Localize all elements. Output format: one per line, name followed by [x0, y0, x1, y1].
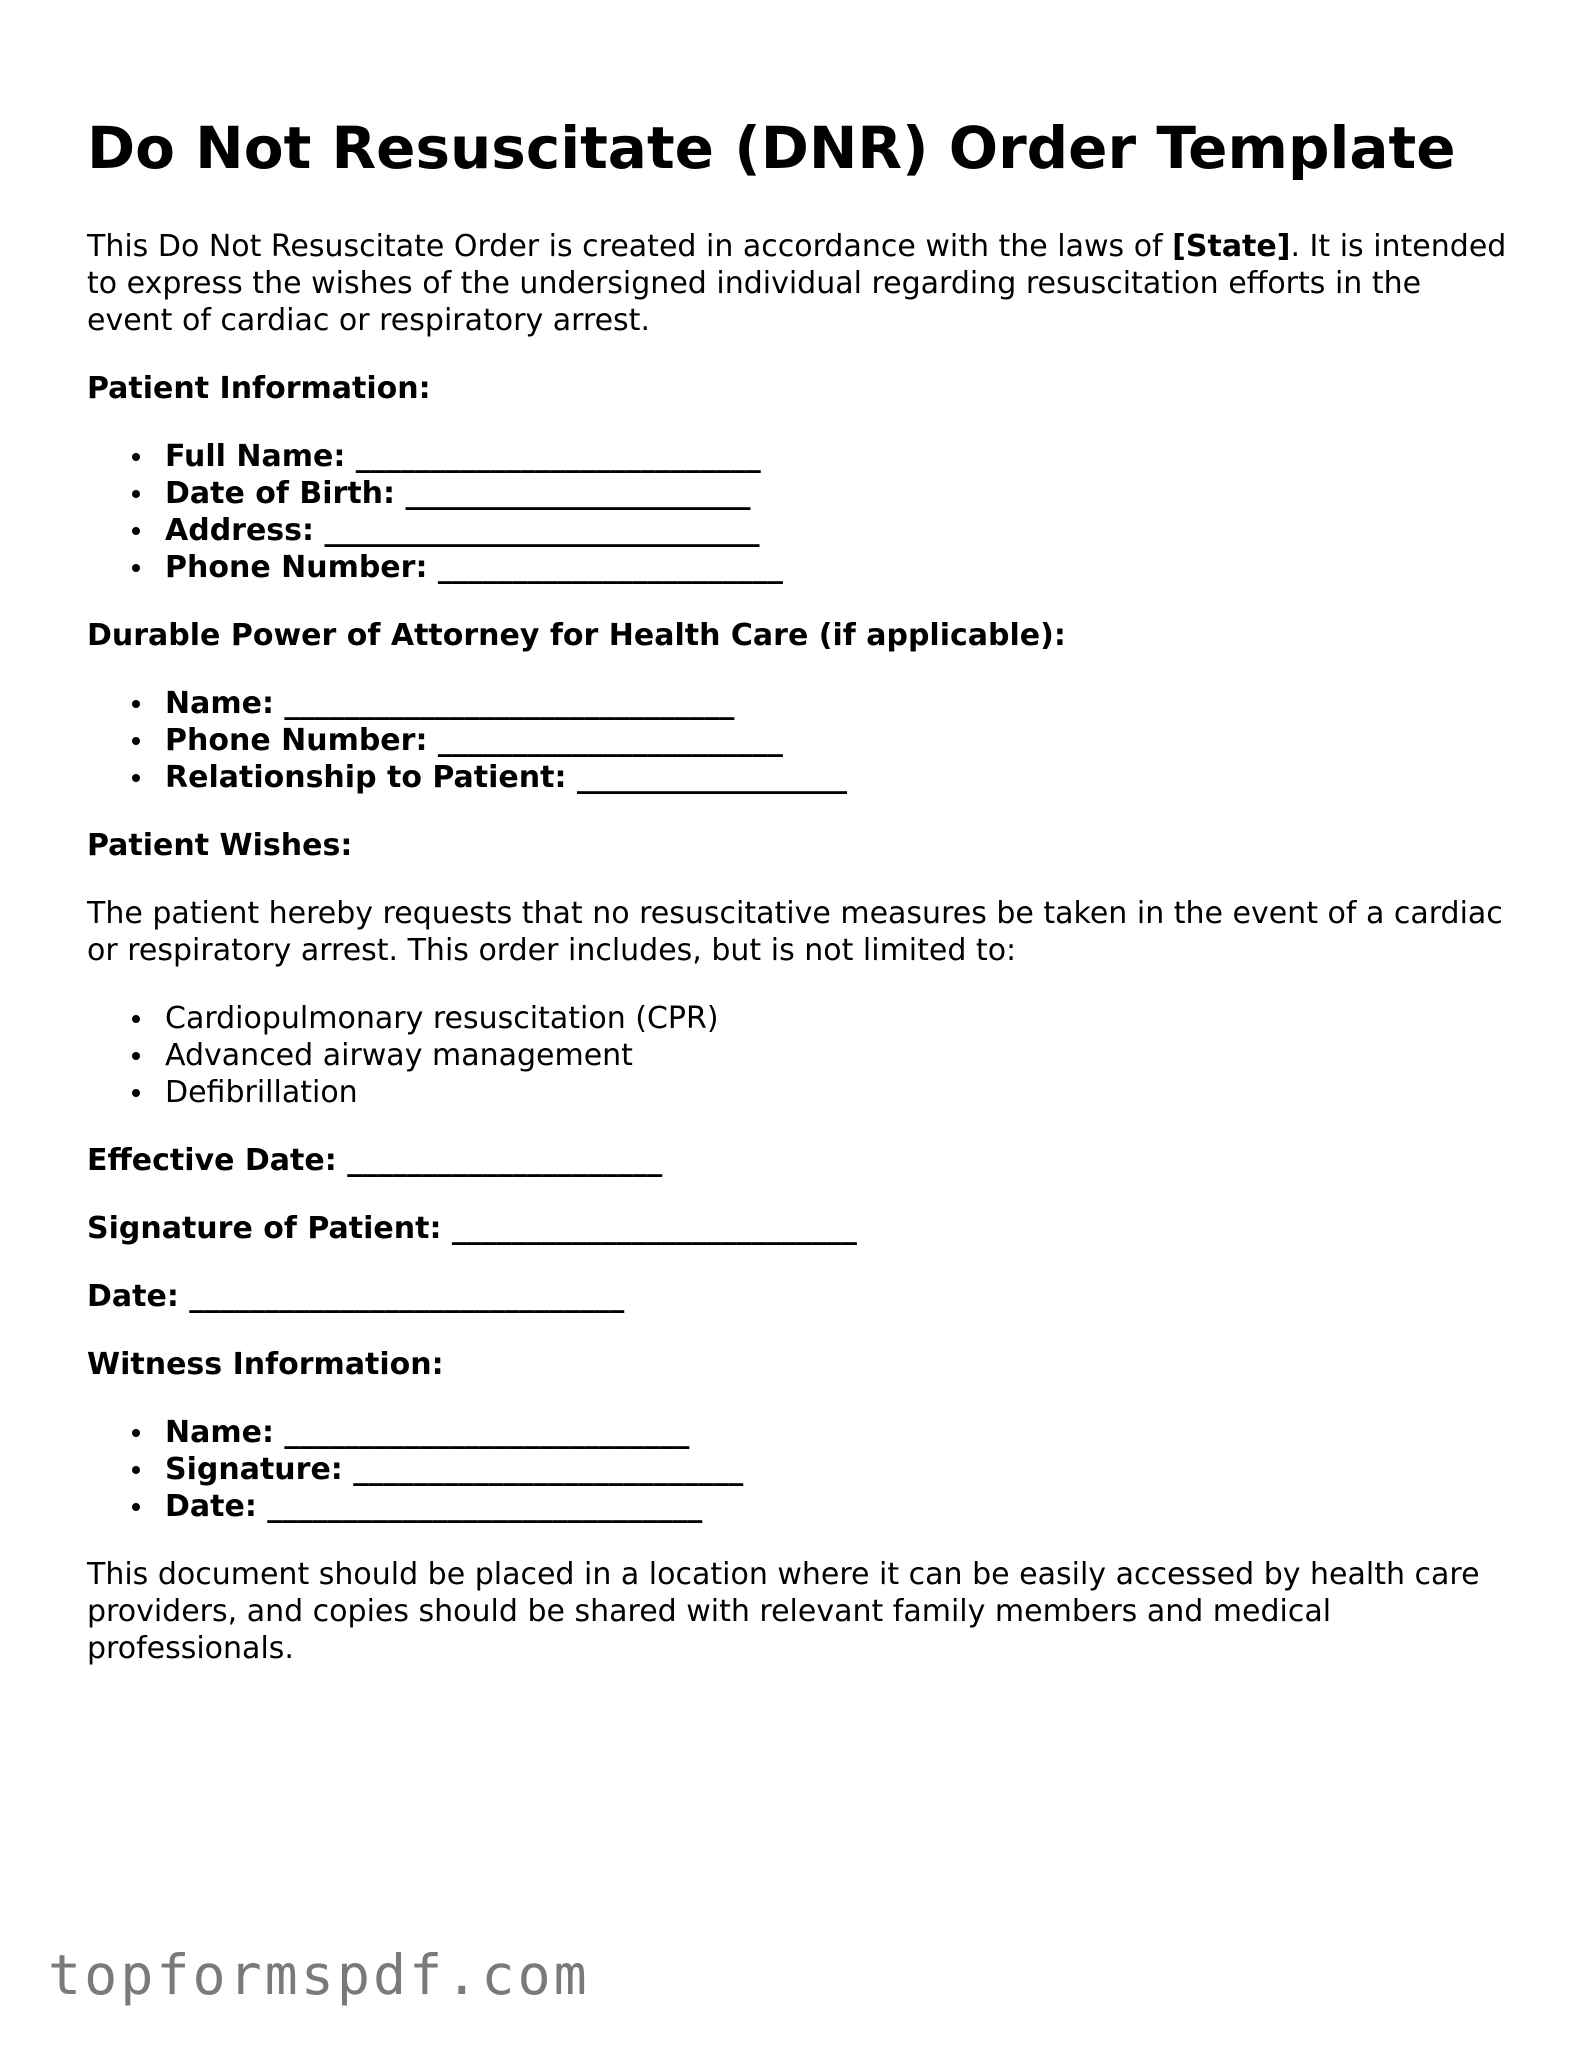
date-line [87, 1278, 1507, 1315]
field-label: Date of Birth: [165, 476, 396, 511]
field-label: Full Name: [165, 439, 346, 474]
field-label: Signature of Patient: [87, 1211, 442, 1246]
witness-signature-blank[interactable]: __________________________ [353, 1452, 744, 1487]
field-label: Signature: [165, 1452, 343, 1487]
field-label: Name: [165, 686, 274, 721]
patient-info-heading: Patient Information: [87, 371, 431, 406]
intro-text-after: . It is intended to express the wishes of the undersigned individual regarding resuscitation efforts in the event of cardiac or respiratory arrest. [87, 229, 1507, 338]
wishes-paragraph: The patient hereby requests that no resuscitative measures be taken in the event of a cardiac or respiratory arrest. This order includes, but is not limited to: [87, 896, 1503, 968]
full-name-blank[interactable]: ___________________________ [355, 439, 761, 474]
phone-number-blank[interactable]: _______________________ [437, 550, 783, 585]
poa-name-blank[interactable]: ______________________________ [284, 686, 735, 721]
list-item [87, 1488, 1507, 1525]
poa-phone-blank[interactable]: _______________________ [437, 723, 783, 758]
date-blank[interactable]: _____________________________ [189, 1279, 625, 1314]
witness-name-blank[interactable]: ___________________________ [284, 1415, 690, 1450]
signature-line [87, 1210, 1507, 1247]
poa-heading: Durable Power of Attorney for Health Care (if applicable): [87, 618, 1066, 653]
list-item [87, 759, 1507, 796]
document-title: Do Not Resuscitate (DNR) Order Template [87, 114, 1456, 182]
list-item [87, 1414, 1507, 1451]
list-item [87, 512, 1507, 549]
list-item: Advanced airway management [87, 1037, 1507, 1074]
effective-date-blank[interactable]: _____________________ [347, 1143, 663, 1178]
witness-date-blank[interactable]: _____________________________ [267, 1489, 703, 1524]
field-label: Address: [165, 513, 315, 548]
patient-info-list [87, 438, 1507, 586]
field-label: Relationship to Patient: [165, 760, 567, 795]
list-item [87, 685, 1507, 722]
state-placeholder: [State] [1172, 229, 1291, 264]
address-blank[interactable]: _____________________________ [324, 513, 760, 548]
list-item [87, 722, 1507, 759]
signature-blank[interactable]: ___________________________ [451, 1211, 857, 1246]
list-item [87, 475, 1507, 512]
date-of-birth-blank[interactable]: _______________________ [405, 476, 751, 511]
closing-paragraph: This document should be placed in a location where it can be easily accessed by health care providers, and copies should be shared with relevant family members and medical professionals. [87, 1557, 1480, 1666]
list-item [87, 1451, 1507, 1488]
witness-heading: Witness Information: [87, 1347, 444, 1382]
poa-list [87, 685, 1507, 796]
intro-text-before: This Do Not Resuscitate Order is created in accordance with the laws of [87, 229, 1173, 264]
list-item [87, 438, 1507, 475]
field-label: Phone Number: [165, 723, 428, 758]
effective-date-line [87, 1142, 1507, 1179]
witness-list [87, 1414, 1507, 1525]
wishes-list [87, 1000, 1507, 1111]
intro-paragraph [87, 228, 1507, 339]
field-label: Phone Number: [165, 550, 428, 585]
list-item: Cardiopulmonary resuscitation (CPR) [87, 1000, 1507, 1037]
field-label: Effective Date: [87, 1143, 337, 1178]
field-label: Date: [87, 1279, 179, 1314]
field-label: Date: [165, 1489, 257, 1524]
watermark: topformspdf.com [48, 1943, 590, 2007]
poa-relationship-blank[interactable]: __________________ [576, 760, 847, 795]
list-item [87, 549, 1507, 586]
document-page [87, 112, 1507, 1698]
list-item: Defibrillation [87, 1074, 1507, 1111]
wishes-heading: Patient Wishes: [87, 828, 353, 863]
field-label: Name: [165, 1415, 274, 1450]
